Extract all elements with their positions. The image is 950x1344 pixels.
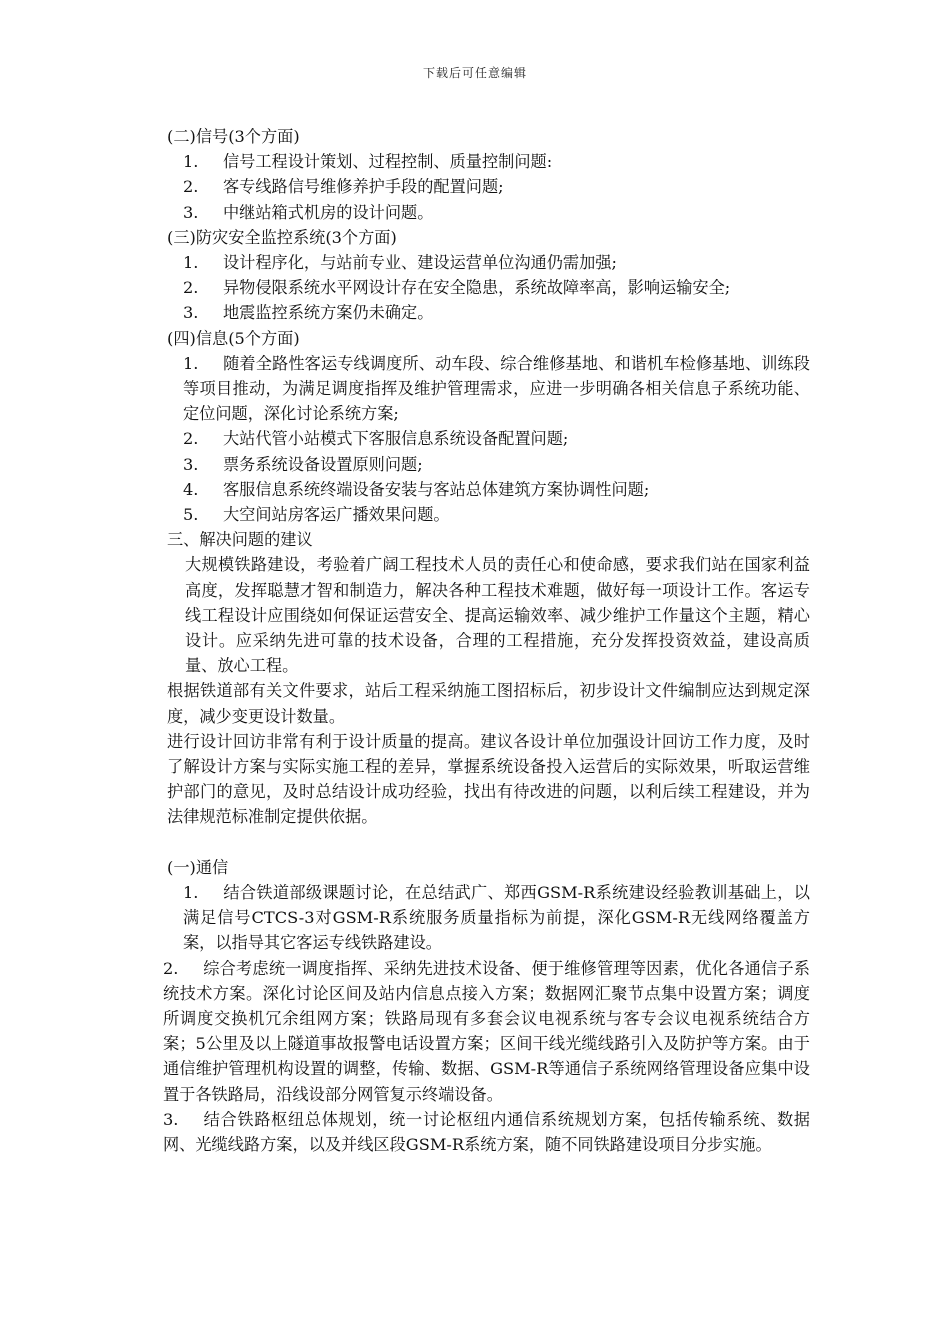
list-item: [145, 174, 810, 199]
item-number: 1.: [183, 882, 199, 902]
item-text: 客服信息系统终端设备安装与客站总体建筑方案协调性问题;: [223, 479, 650, 499]
item-text: 中继站箱式机房的设计问题。: [223, 202, 434, 222]
list-item: [145, 351, 810, 427]
item-text: 大站代管小站模式下客服信息系统设备配置问题;: [223, 429, 569, 449]
item-number: 2.: [163, 958, 179, 978]
item-number: 5.: [183, 505, 199, 525]
item-text: 随着全路性客运专线调度所、动车段、综合维修基地、和谐机车检修基地、训练段等项目推动，为满足调度指挥及维护管理需求，应进一步明确各相关信息子系统功能、定位问题，深化讨论系统方案;: [183, 353, 810, 424]
item-number: 1.: [183, 253, 199, 273]
item-number: 4.: [183, 479, 199, 499]
item-text: 结合铁道部级课题讨论，在总结武广、郑西GSM-R系统建设经验教训基础上，以满足信号CTCS-3对GSM-R系统服务质量指标为前提，深化GSM-R无线网络覆盖方案，以指导其它客运专线铁路建设。: [183, 882, 810, 953]
item-number: 1.: [183, 152, 199, 172]
list-item: [145, 149, 810, 174]
list-item: [145, 477, 810, 502]
list-item: [145, 880, 810, 956]
paragraph: 根据铁道部有关文件要求，站后工程采纳施工图招标后，初步设计文件编制应达到规定深度，减少变更设计数量。: [167, 681, 810, 726]
item-text: 票务系统设备设置原则问题;: [223, 454, 423, 474]
section-communication-title: (一)通信: [167, 857, 229, 877]
item-number: 3.: [163, 1109, 179, 1129]
item-number: 3.: [183, 303, 199, 323]
list-item: [145, 956, 810, 1107]
paragraph: 进行设计回访非常有利于设计质量的提高。建议各设计单位加强设计回访工作力度，及时了解设计方案与实际实施工程的差异，掌握系统设备投入运营后的实际效果，听取运营维护部门的意见，及时总结设计成功经验，找出有待改进的问题，以利后续工程建设，并为法律规范标准制定提供依据。: [167, 731, 810, 827]
section-signal-title: (二)信号(3个方面): [167, 127, 300, 146]
item-number: 2.: [183, 177, 199, 197]
section-suggestions-title: 三、解决问题的建议: [167, 530, 313, 550]
item-text: 客专线路信号维修养护手段的配置问题;: [223, 177, 504, 197]
item-text: 地震监控系统方案仍未确定。: [223, 303, 434, 323]
item-number: 3.: [183, 454, 199, 474]
section-info-title: (四)信息(5个方面): [167, 328, 300, 348]
item-text: 综合考虑统一调度指挥、采纳先进技术设备、便于维修管理等因素，优化各通信子系统技术方案。深化讨论区间及站内信息点接入方案；数据网汇聚节点集中设置方案；调度所调度交换机冗余组网方案；铁路局现有多套会议电视系统与客专会议电视系统结合方案；5公里及以上隧道事故报警电话设置方案；区间干线光缆线路引入及防护等方案。由于通信维护管理机构设置的调整，传输、数据、GSM-R等通信子系统网络管理设备应集中设置于各铁路局，沿线设部分网管复示终端设备。: [163, 958, 810, 1104]
list-item: [145, 250, 810, 275]
item-number: 2.: [183, 429, 199, 449]
list-item: [145, 200, 810, 225]
item-number: 2.: [183, 278, 199, 298]
item-number: 3.: [183, 202, 199, 222]
item-text: 信号工程设计策划、过程控制、质量控制问题:: [223, 152, 553, 172]
list-item: [145, 426, 810, 451]
item-text: 设计程序化，与站前专业、建设运营单位沟通仍需加强;: [223, 253, 617, 273]
item-text: 结合铁路枢纽总体规划，统一讨论枢纽内通信系统规划方案，包括传输系统、数据网、光缆线路方案，以及并线区段GSM-R系统方案，随不同铁路建设项目分步实施。: [163, 1109, 810, 1154]
document-body: [145, 124, 810, 1157]
list-item: [145, 502, 810, 527]
item-text: 大空间站房客运广播效果问题。: [223, 505, 450, 525]
page-header: 下载后可任意编辑: [422, 66, 527, 80]
spacer: [145, 830, 810, 855]
section-disaster-title: (三)防灾安全监控系统(3个方面): [167, 227, 397, 247]
item-number: 1.: [183, 353, 199, 373]
list-item: [145, 1107, 810, 1157]
list-item: [145, 275, 810, 300]
list-item: [145, 452, 810, 477]
item-text: 异物侵限系统水平网设计存在安全隐患，系统故障率高，影响运输安全;: [223, 278, 731, 298]
paragraph: 大规模铁路建设，考验着广阔工程技术人员的责任心和使命感，要求我们站在国家利益高度，发挥聪慧才智和制造力，解决各种工程技术难题，做好每一项设计工作。客运专线工程设计应围绕如何保证运营安全、提高运输效率、减少维护工作量这个主题，精心设计。应采纳先进可靠的技术设备，合理的工程措施，充分发挥投资效益，建设高质量、放心工程。: [185, 555, 810, 676]
list-item: [145, 300, 810, 325]
